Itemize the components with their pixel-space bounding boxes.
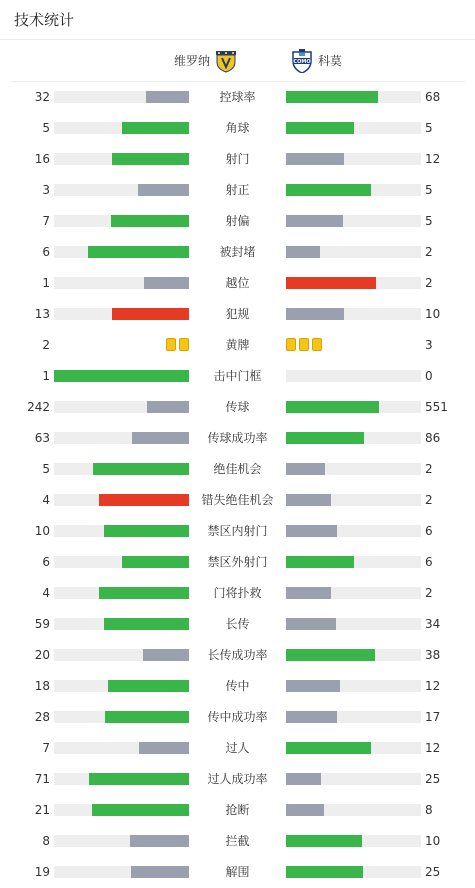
away-stat-bar [286,122,421,134]
home-stat-bar-fill [122,122,190,134]
stat-label: 传球成功率 [207,431,268,445]
away-stat-bar [286,494,421,506]
away-stat-bar-fill [286,525,337,537]
home-stat-bar [54,370,189,382]
stat-label: 门将扑救 [213,586,262,600]
yellow-card-icon [286,338,296,351]
yellow-card-icon [312,338,322,351]
away-stat-value: 86 [425,431,441,445]
away-stat-bar [286,742,421,754]
home-stat-value: 19 [34,865,50,879]
home-stat-bar [54,773,189,785]
away-stat-bar-fill [286,463,325,475]
home-stat-value: 21 [34,803,50,817]
hellas-verona-crest-icon [214,49,238,73]
home-stat-bar [54,91,189,103]
stat-row [0,330,475,361]
home-team[interactable] [174,40,238,81]
home-stat-bar-fill [104,525,189,537]
away-stat-bar [286,153,421,165]
away-stat-bar [286,618,421,630]
away-stat-value: 5 [425,121,433,135]
home-stat-bar-fill [88,246,189,258]
away-stat-value: 2 [425,276,433,290]
stat-row [0,237,475,268]
away-team[interactable] [290,40,342,81]
home-stat-value: 2 [42,338,50,352]
home-stat-bar [54,277,189,289]
away-stat-value: 10 [425,307,441,321]
away-stat-value: 10 [425,834,441,848]
stat-label: 击中门框 [213,369,262,383]
away-stat-value: 17 [425,710,441,724]
home-stat-bar [54,742,189,754]
home-stat-bar [54,618,189,630]
home-stat-bar [54,215,189,227]
home-stat-bar-fill [105,711,189,723]
stat-row [0,547,475,578]
home-stat-bar [54,308,189,320]
home-team-name: 维罗纳 [173,54,210,68]
stat-label: 射门 [225,152,250,166]
away-stat-value: 12 [425,152,441,166]
stat-row [0,268,475,299]
away-stat-value: 3 [425,338,433,352]
stat-row [0,609,475,640]
home-stat-bar-fill [143,649,189,661]
home-stat-bar-fill [108,680,189,692]
page-title: 技术统计 [14,11,75,29]
stat-label: 传中 [225,679,250,693]
home-stat-value: 13 [34,307,50,321]
stat-row [0,826,475,857]
stat-row [0,144,475,175]
home-stat-bar [54,153,189,165]
away-stat-bar-fill [286,432,364,444]
home-stat-value: 59 [34,617,50,631]
home-stat-bar-fill [138,184,189,196]
stat-label: 传中成功率 [207,710,268,724]
stat-label: 长传 [225,617,250,631]
stat-label: 越位 [225,276,250,290]
away-stat-value: 6 [425,555,433,569]
home-stat-value: 4 [42,493,50,507]
home-stat-bar [54,184,189,196]
home-stat-bar [54,556,189,568]
home-stat-value: 32 [34,90,50,104]
home-stat-value: 71 [34,772,50,786]
home-stat-value: 20 [34,648,50,662]
home-stat-value: 1 [42,369,50,383]
home-stat-bar-fill [93,463,189,475]
away-stat-bar [286,649,421,661]
stat-row [0,516,475,547]
home-stat-bar [54,680,189,692]
stat-label: 错失绝佳机会 [201,493,274,507]
away-stat-bar [286,308,421,320]
home-stat-bar [54,835,189,847]
teams-bar [10,40,465,82]
home-stat-bar-fill [111,215,189,227]
away-stat-bar [286,680,421,692]
stat-row [0,702,475,733]
away-stat-bar [286,773,421,785]
away-stat-bar-fill [286,773,321,785]
home-stat-value: 3 [42,183,50,197]
away-stat-bar-fill [286,866,363,878]
stat-label: 拦截 [225,834,250,848]
away-stat-bar-fill [286,122,354,134]
home-stat-bar-fill [132,432,189,444]
home-stat-value: 10 [34,524,50,538]
home-stat-bar [54,649,189,661]
away-stat-bar-fill [286,277,376,289]
como-crest-icon [290,49,314,73]
away-yellow-cards [286,338,322,351]
away-stat-value: 551 [425,400,448,414]
away-stat-bar-fill [286,308,344,320]
home-stat-bar [54,401,189,413]
away-stat-bar-fill [286,184,371,196]
away-stat-bar-fill [286,153,344,165]
home-stat-bar-fill [139,742,189,754]
home-stat-bar [54,525,189,537]
stat-row [0,795,475,826]
home-stat-bar [54,246,189,258]
home-stat-bar-fill [144,277,189,289]
away-stat-bar [286,804,421,816]
home-stat-bar [54,711,189,723]
stat-label: 禁区外射门 [207,555,268,569]
away-stat-bar-fill [286,835,362,847]
stat-label: 过人 [225,741,250,755]
away-stat-value: 12 [425,741,441,755]
home-stat-bar [54,463,189,475]
away-stat-value: 25 [425,865,441,879]
away-stat-bar-fill [286,649,375,661]
away-stat-value: 2 [425,245,433,259]
stat-label: 解围 [225,865,250,879]
home-stat-bar-fill [89,773,189,785]
away-stat-value: 34 [425,617,441,631]
home-stat-value: 18 [34,679,50,693]
away-stat-bar [286,184,421,196]
away-stat-bar [286,711,421,723]
home-stat-value: 242 [27,400,50,414]
away-stat-bar-fill [286,742,371,754]
stats-list [0,82,475,888]
stat-label: 禁区内射门 [207,524,268,538]
stat-row [0,485,475,516]
away-stat-bar [286,463,421,475]
away-stat-value: 0 [425,369,433,383]
away-stat-bar [286,587,421,599]
home-stat-value: 1 [42,276,50,290]
away-stat-bar-fill [286,618,336,630]
home-stat-bar-fill [147,401,189,413]
stat-row [0,764,475,795]
home-stat-bar-fill [130,835,189,847]
home-stat-bar-fill [54,370,189,382]
home-yellow-cards [166,338,189,351]
stat-row [0,671,475,702]
home-stat-value: 28 [34,710,50,724]
yellow-card-icon [166,338,176,351]
away-team-name: 科莫 [318,54,343,68]
away-stat-bar [286,525,421,537]
away-stat-bar [286,401,421,413]
stat-label: 射正 [225,183,250,197]
yellow-card-icon [299,338,309,351]
stat-label: 过人成功率 [207,772,268,786]
stat-row [0,857,475,888]
stat-label: 犯规 [225,307,250,321]
away-stat-value: 68 [425,90,441,104]
stat-label: 黄牌 [225,338,250,352]
home-stat-value: 8 [42,834,50,848]
away-stat-bar-fill [286,215,343,227]
away-stat-value: 12 [425,679,441,693]
home-stat-bar-fill [92,804,189,816]
away-stat-bar-fill [286,91,378,103]
home-stat-bar [54,804,189,816]
away-stat-value: 2 [425,462,433,476]
away-stat-bar-fill [286,494,331,506]
home-stat-value: 4 [42,586,50,600]
stat-row [0,82,475,113]
stat-row [0,361,475,392]
home-stat-bar-fill [131,866,189,878]
away-stat-bar-fill [286,804,324,816]
away-stat-value: 2 [425,493,433,507]
home-stat-bar-fill [146,91,189,103]
stat-row [0,175,475,206]
stat-label: 传球 [225,400,250,414]
stat-label: 被封堵 [219,245,256,259]
stat-label: 控球率 [219,90,256,104]
home-stat-value: 7 [42,741,50,755]
away-stat-value: 5 [425,183,433,197]
away-stat-bar [286,556,421,568]
home-stat-bar-fill [112,153,189,165]
away-stat-bar-fill [286,680,340,692]
away-stat-value: 6 [425,524,433,538]
stat-row [0,454,475,485]
stat-label: 绝佳机会 [213,462,262,476]
home-stat-bar [54,494,189,506]
home-stat-value: 5 [42,462,50,476]
stat-row [0,392,475,423]
away-stat-bar [286,432,421,444]
away-stat-bar-fill [286,711,337,723]
home-stat-bar [54,122,189,134]
home-stat-bar [54,587,189,599]
home-stat-value: 5 [42,121,50,135]
home-stat-value: 6 [42,555,50,569]
home-stat-value: 16 [34,152,50,166]
stat-row [0,640,475,671]
away-stat-value: 5 [425,214,433,228]
away-stat-bar [286,370,421,382]
stat-label: 长传成功率 [207,648,268,662]
home-stat-bar-fill [104,618,189,630]
stat-label: 射偏 [225,214,250,228]
away-stat-bar [286,835,421,847]
away-stat-bar-fill [286,401,379,413]
stat-row [0,733,475,764]
away-stat-bar-fill [286,587,331,599]
away-stat-bar [286,866,421,878]
home-stat-bar-fill [99,587,189,599]
away-stat-bar [286,215,421,227]
home-stat-bar-fill [99,494,189,506]
stat-label: 抢断 [225,803,250,817]
stats-header [0,0,475,40]
home-stat-value: 6 [42,245,50,259]
stat-row [0,578,475,609]
home-stat-bar-fill [112,308,189,320]
away-stat-bar [286,277,421,289]
stat-row [0,113,475,144]
stat-label: 角球 [225,121,250,135]
away-stat-value: 25 [425,772,441,786]
home-stat-bar-fill [122,556,190,568]
home-stat-bar [54,866,189,878]
away-stat-bar [286,91,421,103]
away-stat-bar-fill [286,556,354,568]
home-stat-value: 7 [42,214,50,228]
home-stat-bar [54,432,189,444]
away-stat-bar [286,246,421,258]
away-stat-value: 38 [425,648,441,662]
away-stat-bar-fill [286,246,320,258]
home-stat-value: 63 [34,431,50,445]
yellow-card-icon [179,338,189,351]
away-stat-value: 8 [425,803,433,817]
stat-row [0,206,475,237]
stat-row [0,299,475,330]
como-crest-text: COMO [293,58,311,65]
stat-row [0,423,475,454]
away-stat-value: 2 [425,586,433,600]
